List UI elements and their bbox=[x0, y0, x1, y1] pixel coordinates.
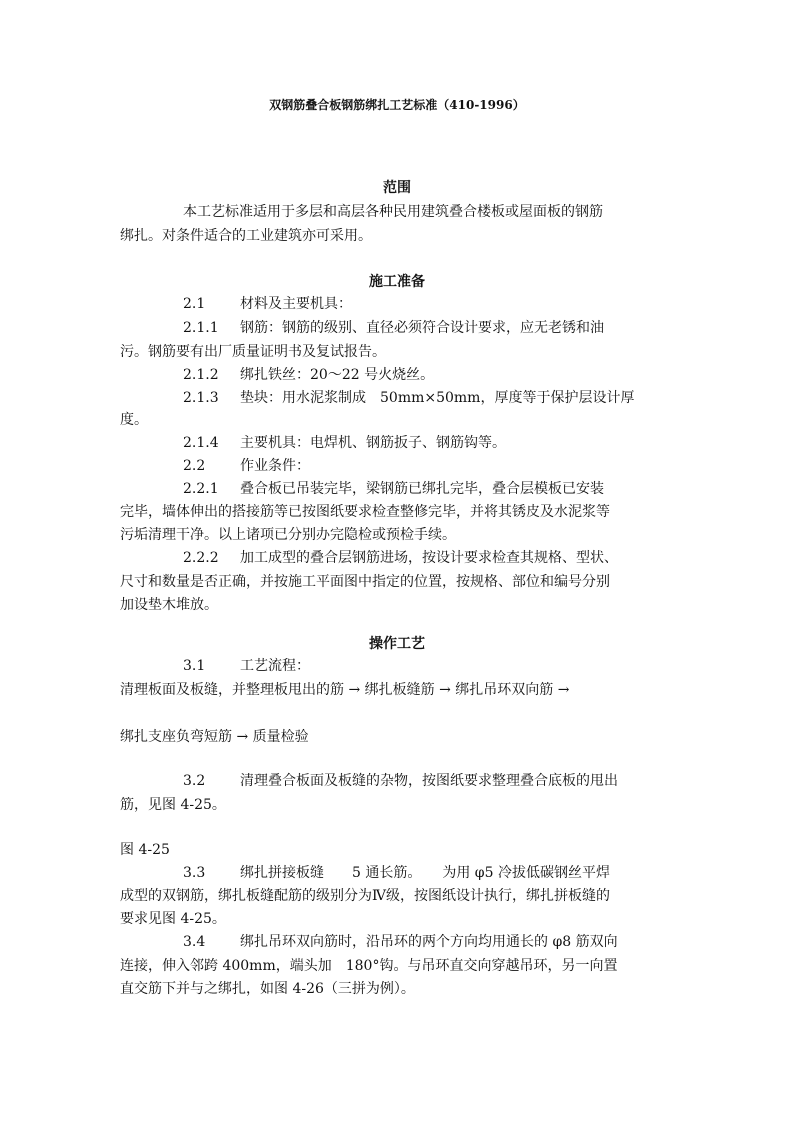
clause-2-2-1 bbox=[183, 480, 680, 498]
clause-number: 3.1 bbox=[183, 658, 206, 674]
clause-2-1-3 bbox=[183, 389, 680, 407]
clause-number: 2.1 bbox=[183, 296, 206, 312]
paragraph-line: 要求见图 4-25。 bbox=[120, 911, 226, 927]
clause-text: 加工成型的叠合层钢筋进场，按设计要求检查其规格、型状、 bbox=[240, 550, 618, 566]
section-heading-operation: 操作工艺 bbox=[369, 636, 425, 652]
clause-text: 绑扎铁丝：20～22 号火烧丝。 bbox=[240, 367, 435, 383]
clause-3-4 bbox=[183, 933, 680, 951]
clause-2-1-4 bbox=[183, 434, 680, 452]
clause-text: 主要机具：电焊机、钢筋扳子、钢筋钩等。 bbox=[240, 435, 506, 451]
clause-text: 清理叠合板面及板缝的杂物，按图纸要求整理叠合底板的甩出 bbox=[240, 773, 618, 789]
clause-number: 2.1.4 bbox=[183, 435, 219, 451]
clause-2-1 bbox=[183, 295, 680, 313]
paragraph-line: 成型的双钢筋，绑扎板缝配筋的级别分为Ⅳ级，按图纸设计执行，绑扎拼板缝的 bbox=[120, 888, 610, 904]
section-heading-preparation: 施工准备 bbox=[369, 274, 425, 290]
clause-text: 材料及主要机具： bbox=[240, 296, 352, 312]
clause-2-2-2 bbox=[183, 549, 680, 567]
paragraph-line: 污。钢筋要有出厂质量证明书及复试报告。 bbox=[120, 344, 386, 360]
paragraph-line: 完毕，墙体伸出的搭接筋等已按图纸要求检查整修完毕，并将其锈皮及水泥浆等 bbox=[120, 504, 610, 520]
paragraph-line: 加设垫木堆放。 bbox=[120, 597, 218, 613]
clause-number: 2.1.1 bbox=[183, 320, 219, 336]
paragraph-line: 本工艺标准适用于多层和高层各种民用建筑叠合楼板或屋面板的钢筋 bbox=[183, 204, 603, 220]
clause-text: 工艺流程： bbox=[240, 658, 310, 674]
clause-number: 3.4 bbox=[183, 934, 206, 950]
clause-number: 3.2 bbox=[183, 773, 206, 789]
clause-3-2 bbox=[183, 772, 680, 790]
paragraph-line: 连接，伸入邻跨 400mm，端头加 180°钩。与吊环直交向穿越吊环，另一向置 bbox=[120, 958, 618, 974]
clause-text: 叠合板已吊装完毕，梁钢筋已绑扎完毕，叠合层模板已安装 bbox=[240, 481, 604, 497]
clause-text: 作业条件： bbox=[240, 458, 310, 474]
document-title: 双钢筋叠合板钢筋绑扎工艺标准（410-1996） bbox=[269, 98, 525, 112]
process-flow-line: 绑扎支座负弯短筋 → 质量检验 bbox=[120, 729, 309, 745]
paragraph-line: 绑扎。对条件适合的工业建筑亦可采用。 bbox=[120, 228, 372, 244]
clause-3-3 bbox=[183, 864, 680, 882]
clause-3-1 bbox=[183, 657, 680, 675]
clause-text: 绑扎吊环双向筋时，沿吊环的两个方向均用通长的 φ8 筋双向 bbox=[240, 934, 618, 950]
paragraph-line: 度。 bbox=[120, 412, 148, 428]
clause-2-1-1 bbox=[183, 319, 680, 337]
clause-text: 钢筋：钢筋的级别、直径必须符合设计要求，应无老锈和油 bbox=[240, 320, 604, 336]
paragraph-line: 污垢清理干净。以上诸项已分别办完隐检或预检手续。 bbox=[120, 527, 456, 543]
clause-2-2 bbox=[183, 457, 680, 475]
clause-number: 2.2.2 bbox=[183, 550, 219, 566]
clause-text: 绑扎拼接板缝 5 通长筋。 为用 φ5 冷拔低碳钢丝平焊 bbox=[240, 865, 610, 881]
clause-number: 3.3 bbox=[183, 865, 206, 881]
clause-number: 2.2.1 bbox=[183, 481, 219, 497]
paragraph-line: 直交筋下并与之绑扎，如图 4-26（三拼为例）。 bbox=[120, 981, 415, 997]
clause-2-1-2 bbox=[183, 366, 680, 384]
clause-number: 2.1.3 bbox=[183, 390, 219, 406]
figure-caption: 图 4-25 bbox=[120, 842, 170, 858]
clause-number: 2.2 bbox=[183, 458, 206, 474]
clause-number: 2.1.2 bbox=[183, 367, 219, 383]
paragraph-line: 尺寸和数量是否正确，并按施工平面图中指定的位置，按规格、部位和编号分别 bbox=[120, 574, 610, 590]
paragraph-line: 筋，见图 4-25。 bbox=[120, 797, 226, 813]
clause-text: 垫块：用水泥浆制成 50mm×50mm，厚度等于保护层设计厚 bbox=[240, 390, 635, 406]
section-heading-scope: 范围 bbox=[383, 180, 411, 196]
process-flow-line: 清理板面及板缝，并整理板甩出的筋 → 绑扎板缝筋 → 绑扎吊环双向筋 → bbox=[120, 682, 570, 698]
